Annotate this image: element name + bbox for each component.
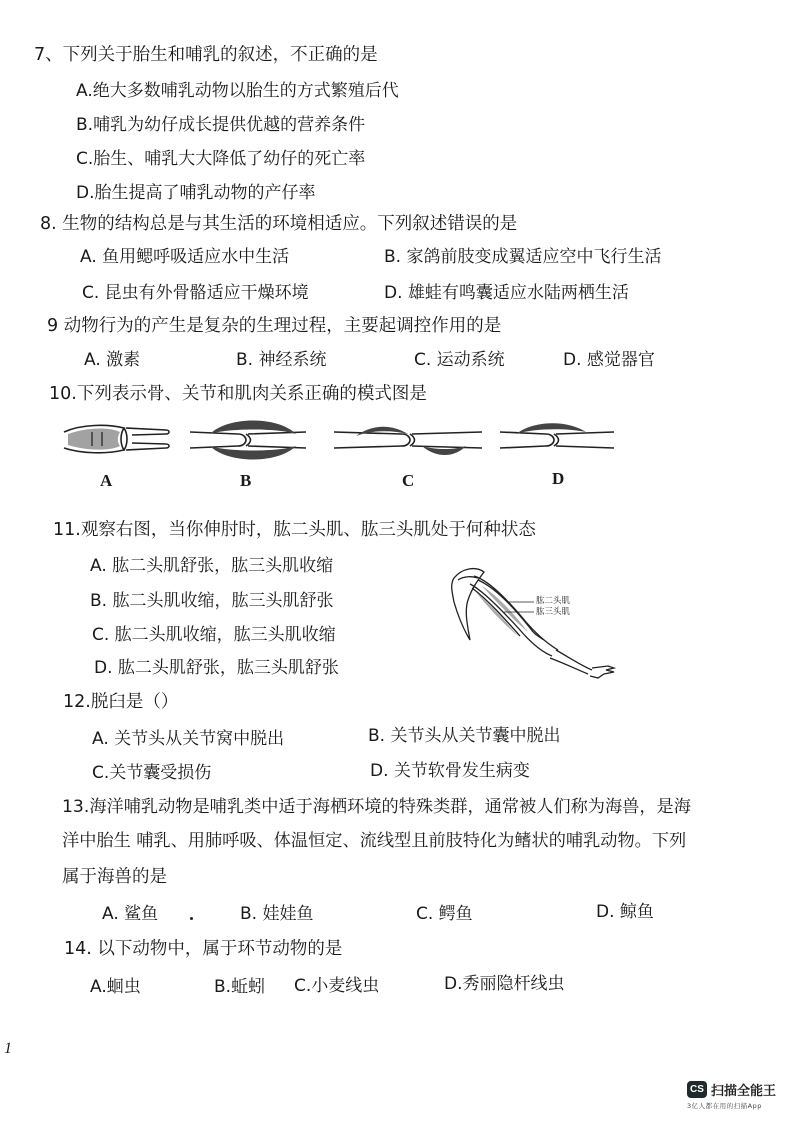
q13-stem-line3: 属于海兽的是 (62, 867, 167, 887)
q12-option-d: D. 关节软骨发生病变 (370, 761, 530, 781)
q8-stem: 8. 生物的结构总是与其生活的环境相适应。下列叙述错误的是 (40, 214, 518, 234)
bone-muscle-diagram-d (498, 418, 618, 462)
camscanner-logo: CS (687, 1081, 707, 1098)
q12-option-a: A. 关节头从关节窝中脱出 (92, 729, 285, 749)
arm-label-biceps: 肱二头肌 (536, 596, 571, 606)
q7-option-c: C.胎生、哺乳大大降低了幼仔的死亡率 (76, 149, 366, 169)
arm-muscle-figure (448, 566, 618, 690)
q13-option-b: B. 娃娃鱼 (240, 904, 314, 924)
q8-option-a: A. 鱼用鳃呼吸适应水中生活 (80, 247, 290, 267)
ink-dot (190, 917, 193, 920)
arm-label-triceps: 肱三头肌 (536, 607, 571, 617)
figure-label-b: B (240, 471, 252, 490)
figure-label-c: C (402, 471, 415, 490)
q12-option-c: C.关节囊受损伤 (92, 763, 212, 783)
q9-option-c: C. 运动系统 (414, 350, 505, 370)
q13-option-d: D. 鲸鱼 (596, 902, 654, 922)
q13-option-a: A. 鲨鱼 (102, 904, 159, 924)
q14-option-a: A.蛔虫 (90, 977, 141, 997)
q9-option-d: D. 感觉器官 (563, 350, 655, 370)
figure-label-d: D (552, 469, 565, 488)
bone-muscle-diagram-c (332, 418, 488, 462)
q9-option-a: A. 激素 (84, 350, 141, 370)
q12-option-b: B. 关节头从关节囊中脱出 (368, 726, 561, 746)
q8-option-d: D. 雄蛙有鸣囊适应水陆两栖生活 (384, 283, 629, 303)
q14-option-b: B.蚯蚓 (214, 977, 266, 997)
margin-mark: 1 (4, 1040, 12, 1057)
q9-option-b: B. 神经系统 (236, 350, 327, 370)
q14-option-d: D.秀丽隐杆线虫 (444, 974, 565, 994)
q7-stem: 7、下列关于胎生和哺乳的叙述，不正确的是 (34, 45, 378, 65)
q11-stem: 11.观察右图，当你伸肘时，肱二头肌、肱三头肌处于何种状态 (53, 520, 536, 540)
q14-option-c: C.小麦线虫 (294, 976, 380, 996)
q7-option-b: B.哺乳为幼仔成长提供优越的营养条件 (76, 115, 366, 135)
q13-option-c: C. 鳄鱼 (416, 904, 473, 924)
q7-option-d: D.胎生提高了哺乳动物的产仔率 (76, 183, 316, 203)
q10-stem: 10.下列表示骨、关节和肌肉关系正确的模式图是 (49, 384, 427, 404)
q8-option-b: B. 家鸽前肢变成翼适应空中飞行生活 (384, 247, 662, 267)
bone-muscle-diagram-b (188, 414, 310, 466)
figure-label-a: A (100, 471, 113, 490)
camscanner-tagline: 3亿人都在用的扫描App (687, 1102, 762, 1110)
q13-stem-line1: 13.海洋哺乳动物是哺乳类中适于海栖环境的特殊类群，通常被人们称为海兽，是海 (62, 797, 691, 817)
q8-option-c: C. 昆虫有外骨骼适应干燥环境 (82, 283, 309, 303)
q13-stem-line2: 洋中胎生 哺乳、用肺呼吸、体温恒定、流线型且前肢特化为鳍状的哺乳动物。下列 (62, 831, 687, 851)
q9-stem: 9 动物行为的产生是复杂的生理过程，主要起调控作用的是 (47, 316, 502, 336)
q11-option-a: A. 肱二头肌舒张，肱三头肌收缩 (90, 556, 334, 576)
q11-option-d: D. 肱二头肌舒张，肱三头肌舒张 (94, 658, 339, 678)
bone-muscle-diagram-a (62, 418, 172, 462)
q12-stem: 12.脱臼是（） (63, 692, 179, 712)
q11-option-b: B. 肱二头肌收缩，肱三头肌舒张 (90, 591, 334, 611)
q11-option-c: C. 肱二头肌收缩，肱三头肌收缩 (92, 625, 336, 645)
q7-option-a: A.绝大多数哺乳动物以胎生的方式繁殖后代 (76, 81, 399, 101)
camscanner-name: 扫描全能王 (711, 1084, 777, 1099)
q14-stem: 14. 以下动物中，属于环节动物的是 (64, 939, 343, 959)
